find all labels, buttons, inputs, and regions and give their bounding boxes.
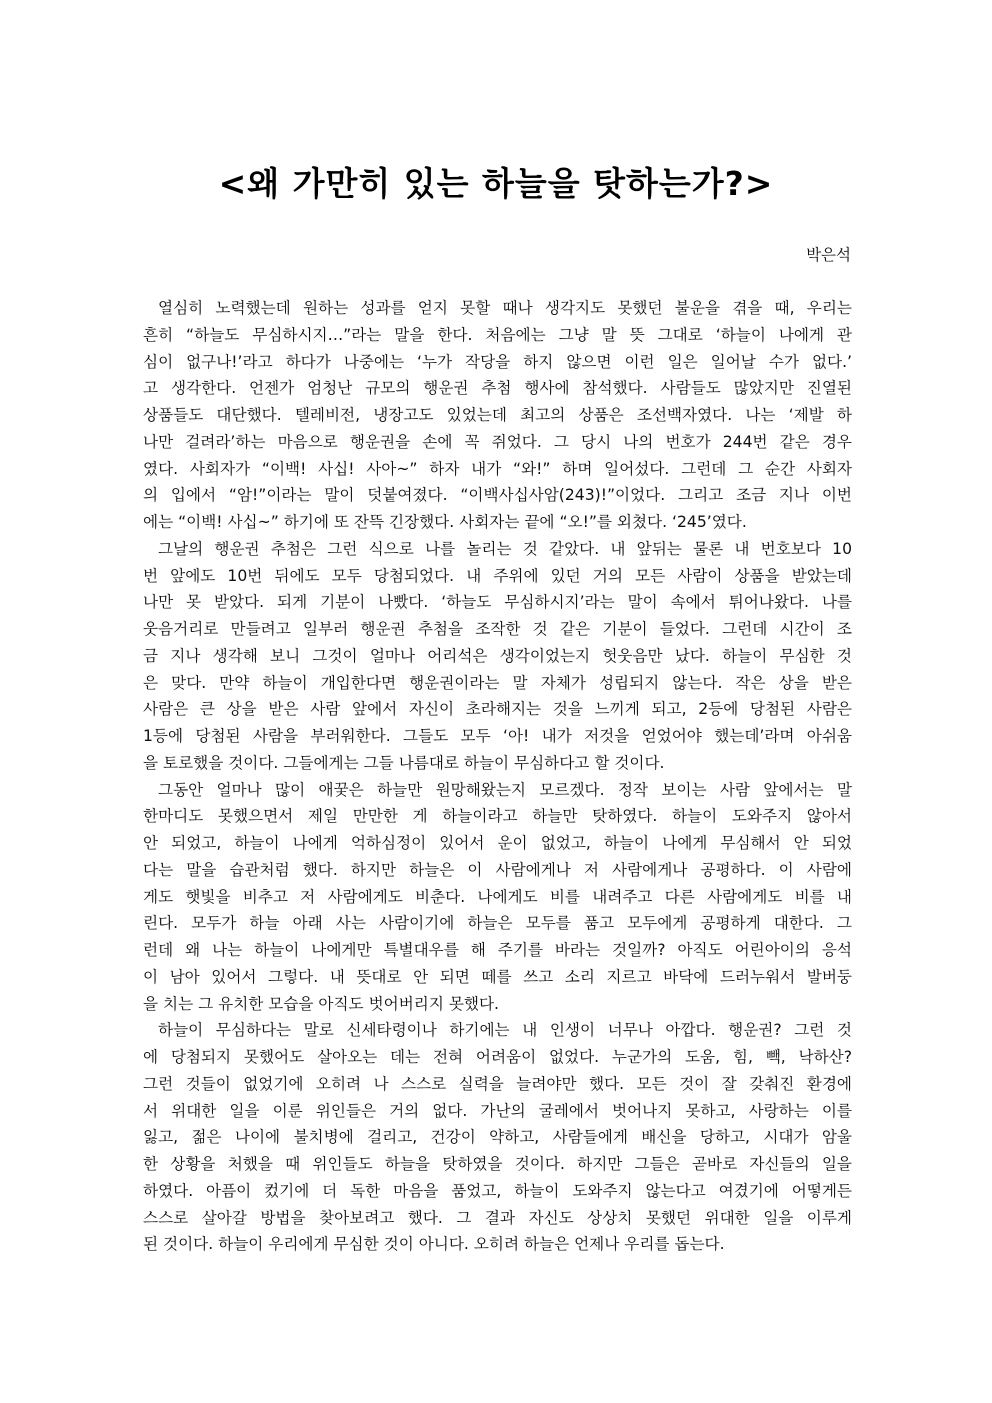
text-line: 안 되었고, 하늘이 나에게 억하심정이 있어서 운이 없었고, 하늘이 나에게 무심해서 안 되었 — [143, 834, 852, 852]
text-line: 사람은 큰 상을 받은 사람 앞에서 자신이 초라해지는 것을 느끼게 되고, 2등에 당첨된 사람은 — [143, 700, 852, 719]
text-line: 나만 걸려라’하는 마음으로 행운권을 손에 꼭 쥐었다. 그 당시 나의 번호가 244번 같은 경우 — [143, 432, 852, 451]
text-line: 하늘이 무심하다는 말로 신세타령이나 하기에는 내 인생이 너무나 아깝다. 행운권? 그런 것 — [158, 1021, 852, 1040]
text-line: 다는 말을 습관처럼 했다. 하지만 하늘은 이 사람에게나 저 사람에게나 공평하다. 이 사람에 — [143, 860, 852, 879]
text-line: 을 치는 그 유치한 모습을 아직도 벗어버리지 못했다. — [143, 994, 499, 1013]
text-line: 번 앞에도 10번 뒤에도 모두 당첨되었다. 내 주위에 있던 거의 모든 사람이 상품을 받았는데 — [143, 566, 852, 585]
text-line: 그동안 얼마나 많이 애꿎은 하늘만 원망해왔는지 모르겠다. 정작 보이는 사람 앞에서는 말 — [158, 780, 852, 799]
text-line: 1등에 당첨된 사람을 부러워한다. 그들도 모두 ‘아! 내가 저것을 얻었어야 했는데’라며 아쉬움 — [143, 727, 852, 745]
text-line: 그런 것들이 없었기에 오히려 나 스스로 실력을 늘려야만 했다. 모든 것이 잘 갖춰진 환경에 — [143, 1074, 852, 1093]
text-line: 고 생각한다. 언젠가 엄청난 규모의 행운권 추첨 행사에 참석했다. 사람들도 많았지만 진열된 — [143, 379, 852, 398]
document-body — [143, 295, 852, 1258]
text-line: 런데 왜 나는 하늘이 나에게만 특별대우를 해 주기를 바라는 것일까? 아직도 어린아이의 응석 — [143, 941, 852, 959]
text-line: 흔히 “하늘도 무심하시지…”라는 말을 한다. 처음에는 그냥 말 뜻 그대로 ‘하늘이 나에게 관 — [143, 325, 852, 344]
text-line: 금 지나 생각해 보니 그것이 얼마나 어리석은 생각이었는지 헛웃음만 났다. 하늘이 무심한 것 — [143, 646, 852, 665]
text-line: 하였다. 아픔이 컸기에 더 독한 마음을 품었고, 하늘이 도와주지 않는다고 여겼기에 어떻게든 — [143, 1181, 852, 1200]
text-line: 였다. 사회자가 “이백! 사십! 사아~” 하자 내가 “와!” 하며 일어섰다. 그런데 그 순간 사회자 — [143, 459, 852, 478]
document-title: <왜 가만히 있는 하늘을 탓하는가?> — [218, 164, 774, 203]
text-line: 스스로 살아갈 방법을 찾아보려고 했다. 그 결과 자신도 상상치 못했던 위대한 일을 이루게 — [143, 1208, 852, 1227]
paragraph — [143, 536, 852, 777]
text-line: 심이 없구나!’라고 하다가 나중에는 ‘누가 작당을 하지 않으면 이런 일은 일어날 수가 없다.’ — [143, 352, 852, 371]
text-line: 서 위대한 일을 이룬 위인들은 거의 없다. 가난의 굴레에서 벗어나지 못하고, 사랑하는 이를 — [143, 1101, 852, 1120]
text-line: 에 당첨되지 못했어도 살아오는 데는 전혀 어려움이 없었다. 누군가의 도움, 힘, 빽, 낙하산? — [143, 1048, 852, 1066]
text-line: 상품들도 대단했다. 텔레비전, 냉장고도 있었는데 최고의 상품은 조선백자였다. 나는 ‘제발 하 — [143, 406, 852, 424]
text-line: 잃고, 젊은 나이에 불치병에 걸리고, 건강이 약하고, 사람들에게 배신을 당하고, 시대가 암울 — [143, 1128, 852, 1147]
text-line: 에는 “이백! 사십~” 하기에 또 잔뜩 긴장했다. 사회자는 끝에 “오!”를 외쳤다. ‘245’였다. — [143, 513, 747, 531]
text-line: 된 것이다. 하늘이 우리에게 무심한 것이 아니다. 오히려 하늘은 언제나 우리를 돕는다. — [143, 1235, 725, 1254]
author-name: 박은석 — [806, 246, 851, 264]
paragraph — [143, 1017, 852, 1258]
text-line: 웃음거리로 만들려고 일부러 행운권 추첨을 조작한 것 같은 기분이 들었다. 그런데 시간이 조 — [143, 620, 852, 638]
text-line: 그날의 행운권 추첨은 그런 식으로 나를 놀리는 것 같았다. 내 앞뒤는 물론 내 번호보다 10 — [158, 539, 852, 558]
text-line: 이 남아 있어서 그렇다. 내 뜻대로 안 되면 떼를 쓰고 소리 지르고 바닥에 드러누워서 발버둥 — [143, 967, 852, 986]
text-line: 의 입에서 “암!”이라는 말이 덧붙여졌다. “이백사십사암(243)!”이었다. 그리고 조금 지나 이번 — [143, 486, 852, 505]
text-line: 게도 햇빛을 비추고 저 사람에게도 비춘다. 나에게도 비를 내려주고 다른 사람에게도 비를 내 — [143, 887, 852, 906]
text-line: 을 토로했을 것이다. 그들에게는 그들 나름대로 하늘이 무심하다고 할 것이다. — [143, 753, 665, 772]
paragraph — [143, 295, 852, 536]
text-line: 나만 못 받았다. 되게 기분이 나빴다. ‘하늘도 무심하시지’라는 말이 속에서 튀어나왔다. 나를 — [143, 593, 852, 612]
text-line: 은 맞다. 만약 하늘이 개입한다면 행운권이라는 말 자체가 성립되지 않는다. 작은 상을 받은 — [143, 673, 852, 692]
text-line: 린다. 모두가 하늘 아래 사는 사람이기에 하늘은 모두를 품고 모두에게 공평하게 대한다. 그 — [143, 914, 852, 933]
text-line: 한 상황을 처했을 때 위인들도 하늘을 탓하였을 것이다. 하지만 그들은 곧바로 자신들의 일을 — [143, 1155, 852, 1173]
text-line: 한마디도 못했으면서 제일 만만한 게 하늘이라고 하늘만 탓하였다. 하늘이 도와주지 않아서 — [143, 807, 852, 826]
text-line: 열심히 노력했는데 원하는 성과를 얻지 못할 때나 생각지도 못했던 불운을 겪을 때, 우리는 — [158, 299, 852, 317]
paragraph — [143, 777, 852, 1018]
